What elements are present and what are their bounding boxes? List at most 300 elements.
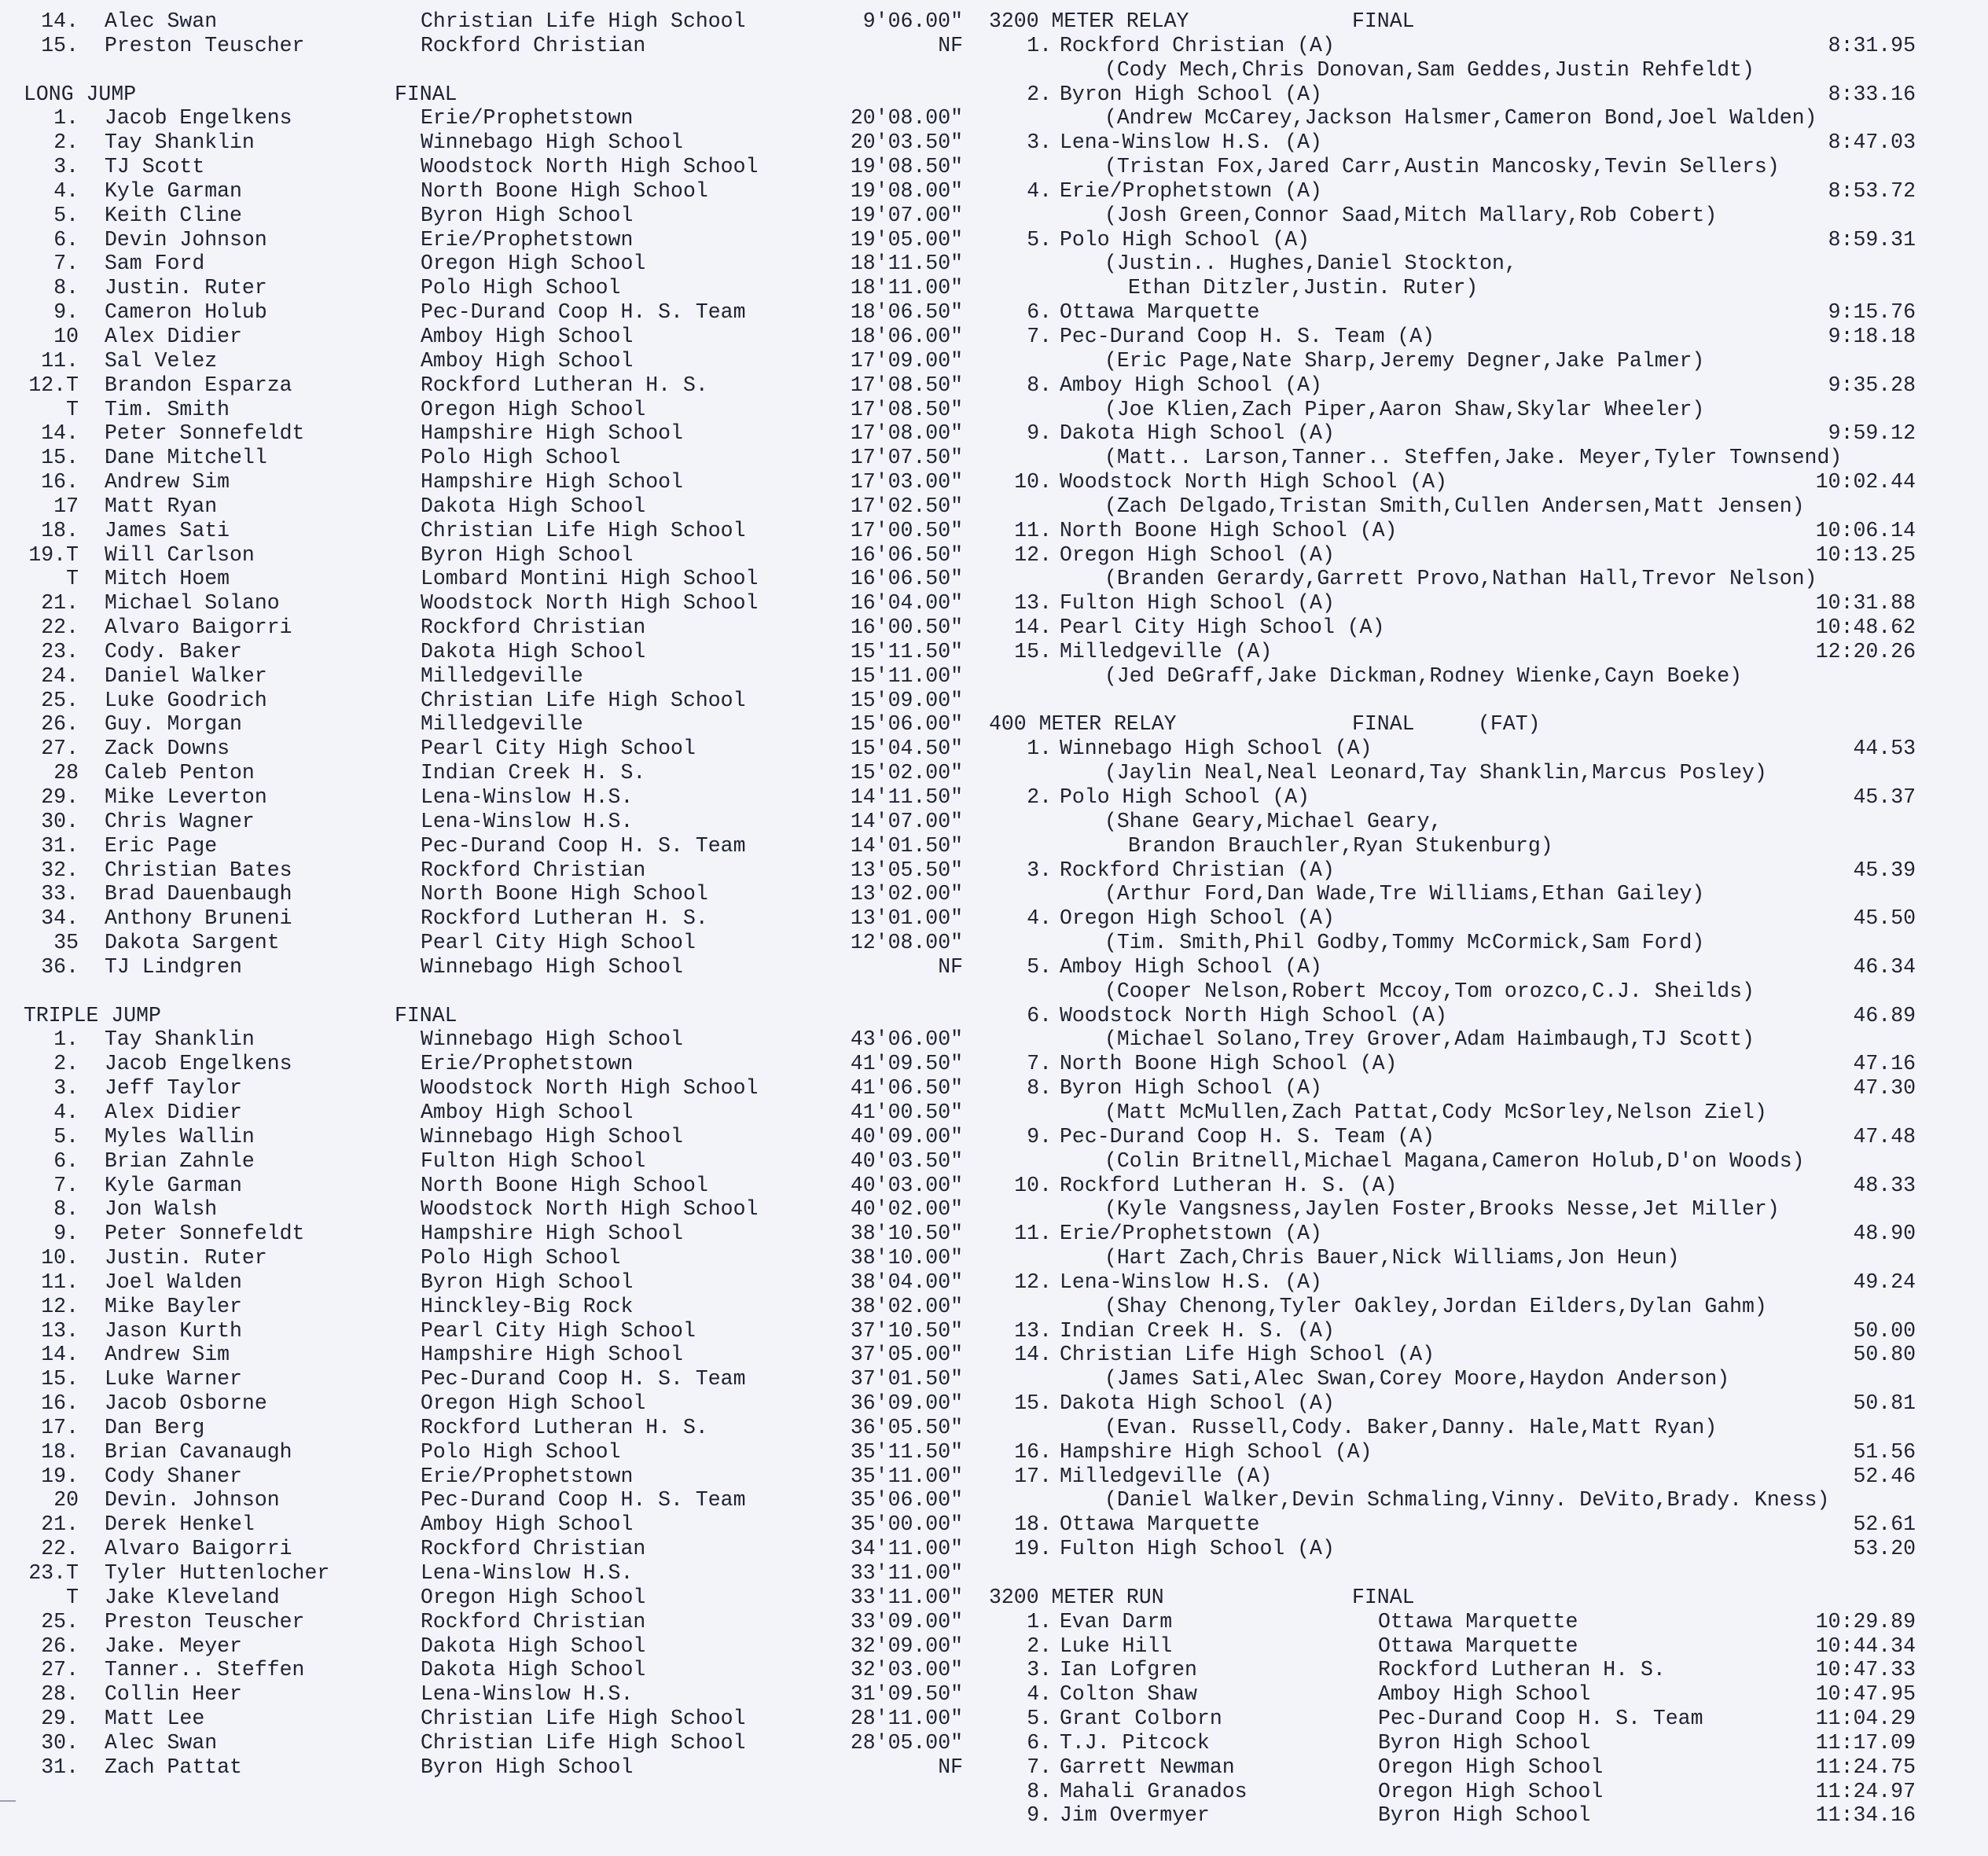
- result-row: [0, 1731, 987, 1755]
- place: 17.: [1014, 1464, 1052, 1488]
- school-name: Christian Life High School: [421, 9, 746, 33]
- place: 18.: [41, 1439, 79, 1464]
- relay-row: [987, 955, 1969, 979]
- time: 10:47.33: [1815, 1658, 1916, 1682]
- school-name: Polo High School: [421, 1246, 621, 1270]
- athlete-name: Dane Mitchell: [105, 446, 267, 470]
- school-name: Amboy High School: [1378, 1682, 1591, 1707]
- result-row: [0, 1682, 987, 1707]
- result-row: [0, 470, 987, 494]
- mark: 41'09.50": [850, 1052, 963, 1076]
- athlete-name: Mahali Granados: [1060, 1779, 1248, 1803]
- mark: 13'02.00": [850, 882, 963, 906]
- school-name: Amboy High School: [421, 324, 634, 348]
- athlete-name: Jacob Engelkens: [105, 1052, 292, 1076]
- mark: 13'01.00": [850, 906, 963, 931]
- school-name: Milledgeville: [421, 663, 583, 688]
- relay-member-list: (Zach Delgado,Tristan Smith,Cullen Andersen,Matt Jensen): [1104, 494, 1805, 518]
- school-name: Christian Life High School: [421, 518, 746, 542]
- result-row: [0, 737, 987, 761]
- mark: 28'05.00": [850, 1730, 963, 1755]
- relay-members: [987, 494, 1969, 519]
- result-row: [0, 1149, 987, 1174]
- relay-row: [987, 1440, 1969, 1465]
- school-name: Rockford Lutheran H. S.: [1378, 1658, 1666, 1682]
- athlete-name: Myles Wallin: [105, 1124, 255, 1149]
- athlete-name: Guy. Morgan: [105, 712, 242, 737]
- mark: 9'06.00": [862, 9, 963, 33]
- time: 10:29.89: [1815, 1609, 1916, 1634]
- result-row: [0, 955, 987, 979]
- relay-row: [987, 858, 1969, 883]
- place: 18.: [1014, 1512, 1052, 1537]
- time: 46.89: [1853, 1003, 1916, 1027]
- mark: 33'11.00": [850, 1561, 963, 1585]
- result-row: [0, 1586, 987, 1610]
- relay-members: [987, 1149, 1969, 1174]
- place: 15.: [41, 33, 79, 57]
- place: 10.: [41, 1246, 79, 1270]
- school-name: Winnebago High School: [421, 1027, 683, 1052]
- place: 8.: [1027, 373, 1052, 397]
- relay-row: [987, 1465, 1969, 1489]
- result-row: [0, 906, 987, 931]
- place: 8.: [53, 1197, 79, 1222]
- athlete-name: Brandon Esparza: [105, 373, 292, 397]
- mark: 19'07.00": [850, 203, 963, 227]
- relay-member-list: (Shane Geary,Michael Geary,: [1104, 809, 1442, 833]
- event-title: 3200 METER RUN: [989, 1585, 1164, 1609]
- place: 9.: [53, 300, 79, 325]
- place: 14.: [1014, 616, 1052, 640]
- school-name: Ottawa Marquette: [1378, 1634, 1578, 1658]
- relay-members: [987, 204, 1969, 228]
- school-name: Ottawa Marquette: [1378, 1609, 1578, 1634]
- school-name: Erie/Prophetstown: [421, 106, 634, 130]
- mark: 17'03.00": [850, 470, 963, 494]
- time: 11:24.97: [1815, 1779, 1916, 1803]
- athlete-name: Brad Dauenbaugh: [105, 882, 292, 906]
- place: 16.: [1014, 1439, 1052, 1464]
- place: 36.: [41, 954, 79, 979]
- team-name: Amboy High School (A): [1060, 954, 1322, 979]
- school-name: Rockford Lutheran H. S.: [421, 373, 708, 397]
- place: 3.: [53, 155, 79, 179]
- result-row: [0, 1197, 987, 1222]
- result-row: [987, 1658, 1969, 1682]
- place: 14.: [41, 421, 79, 446]
- time: 47.48: [1853, 1124, 1916, 1149]
- place: 10.: [1014, 1173, 1052, 1197]
- school-name: Christian Life High School: [421, 688, 746, 712]
- team-name: North Boone High School (A): [1060, 518, 1398, 542]
- school-name: Pearl City High School: [421, 1318, 696, 1343]
- mark: 40'09.00": [850, 1124, 963, 1149]
- result-row: [0, 858, 987, 883]
- result-row: [0, 664, 987, 689]
- result-row: [0, 421, 987, 446]
- school-name: Pearl City High School: [421, 737, 696, 761]
- relay-members: [987, 398, 1969, 422]
- place: 6.: [1027, 300, 1052, 325]
- event-title: TRIPLE JUMP: [24, 1003, 161, 1027]
- mark: 14'11.50": [850, 785, 963, 809]
- event-title: LONG JUMP: [24, 82, 137, 106]
- relay-member-list: (Joe Klien,Zach Piper,Aaron Shaw,Skylar Wheeler): [1104, 397, 1705, 421]
- place: 11.: [41, 1270, 79, 1294]
- result-row: [0, 228, 987, 252]
- relay-members: [987, 931, 1969, 955]
- school-name: Christian Life High School: [421, 1730, 746, 1755]
- relay-members: [987, 761, 1969, 785]
- mark: 17'08.50": [850, 373, 963, 397]
- time: 9:59.12: [1828, 421, 1916, 446]
- relay-row: [987, 421, 1969, 446]
- result-row: [0, 1367, 987, 1391]
- school-name: Dakota High School: [421, 494, 646, 518]
- athlete-name: Derek Henkel: [105, 1512, 255, 1537]
- school-name: Polo High School: [421, 1439, 621, 1464]
- place: 2.: [53, 1052, 79, 1076]
- result-row: [987, 1707, 1969, 1731]
- right-column: [987, 9, 1969, 1828]
- team-name: Hampshire High School (A): [1060, 1439, 1372, 1464]
- time: 46.34: [1853, 954, 1916, 979]
- athlete-name: Matt Lee: [105, 1707, 205, 1731]
- school-name: Rockford Christian: [421, 616, 646, 640]
- mark: NF: [938, 33, 963, 57]
- place: 34.: [41, 906, 79, 931]
- athlete-name: Jacob Osborne: [105, 1391, 267, 1416]
- mark: 17'08.00": [850, 421, 963, 446]
- mark: 17'09.00": [850, 348, 963, 373]
- mark: 14'07.00": [850, 809, 963, 833]
- athlete-name: T.J. Pitcock: [1060, 1730, 1210, 1755]
- place: 30.: [41, 1730, 79, 1755]
- team-name: Lena-Winslow H.S. (A): [1060, 130, 1322, 155]
- place: 21.: [41, 591, 79, 616]
- result-row: [0, 567, 987, 591]
- event-header: [0, 83, 987, 107]
- spacer: [987, 689, 1969, 713]
- school-name: Fulton High School: [421, 1149, 646, 1173]
- school-name: Erie/Prophetstown: [421, 227, 634, 252]
- relay-row: [987, 325, 1969, 349]
- relay-member-list: (Justin.. Hughes,Daniel Stockton,: [1104, 252, 1517, 276]
- school-name: Byron High School: [421, 1270, 634, 1294]
- place: 31.: [41, 833, 79, 858]
- mark: 38'02.00": [850, 1294, 963, 1318]
- athlete-name: Justin. Ruter: [105, 1246, 267, 1270]
- athlete-name: Christian Bates: [105, 858, 292, 882]
- team-name: Pearl City High School (A): [1060, 616, 1385, 640]
- place: 15.: [41, 446, 79, 470]
- place: 23.: [41, 639, 79, 663]
- athlete-name: Anthony Bruneni: [105, 906, 292, 931]
- relay-row: [987, 228, 1969, 252]
- school-name: Hampshire High School: [421, 421, 683, 446]
- place: 9.: [1027, 421, 1052, 446]
- relay-members: [987, 252, 1969, 276]
- mark: 35'11.00": [850, 1464, 963, 1488]
- relay-member-list: (Tim. Smith,Phil Godby,Tommy McCormick,Sam Ford): [1104, 931, 1705, 955]
- result-row: [0, 179, 987, 204]
- team-name: Lena-Winslow H.S. (A): [1060, 1270, 1322, 1294]
- event-header: [987, 1586, 1969, 1610]
- mark: 38'04.00": [850, 1270, 963, 1294]
- place: 27.: [41, 737, 79, 761]
- athlete-name: Zach Pattat: [105, 1755, 242, 1779]
- mark: 36'09.00": [850, 1391, 963, 1416]
- result-row: [0, 1027, 987, 1052]
- school-name: Erie/Prophetstown: [421, 1052, 634, 1076]
- relay-row: [987, 34, 1969, 58]
- relay-members: [987, 979, 1969, 1004]
- athlete-name: Jon Walsh: [105, 1197, 218, 1222]
- team-name: Ottawa Marquette: [1060, 300, 1260, 325]
- place: T: [66, 397, 79, 421]
- result-row: [0, 1222, 987, 1246]
- relay-row: [987, 785, 1969, 810]
- result-row: [0, 1634, 987, 1659]
- team-name: Christian Life High School (A): [1060, 1343, 1435, 1367]
- relay-row: [987, 591, 1969, 616]
- team-name: Pec-Durand Coop H. S. Team (A): [1060, 1124, 1435, 1149]
- place: 2.: [1027, 82, 1052, 106]
- athlete-name: Grant Colborn: [1060, 1707, 1222, 1731]
- relay-members: [987, 810, 1969, 834]
- result-row: [0, 9, 987, 34]
- mark: 37'01.50": [850, 1367, 963, 1391]
- relay-member-list: (Hart Zach,Chris Bauer,Nick Williams,Jon Heun): [1104, 1246, 1680, 1270]
- relay-member-list: (Matt.. Larson,Tanner.. Steffen,Jake. Meyer,Tyler Townsend): [1104, 446, 1843, 470]
- place: 13.: [1014, 591, 1052, 616]
- school-name: Polo High School: [421, 446, 621, 470]
- school-name: North Boone High School: [421, 1173, 708, 1197]
- team-name: Erie/Prophetstown (A): [1060, 1222, 1322, 1246]
- relay-row: [987, 640, 1969, 664]
- team-name: Polo High School (A): [1060, 227, 1310, 252]
- time: 11:17.09: [1815, 1730, 1916, 1755]
- relay-row: [987, 737, 1969, 761]
- athlete-name: James Sati: [105, 518, 230, 542]
- time: 50.81: [1853, 1391, 1916, 1416]
- athlete-name: Chris Wagner: [105, 809, 255, 833]
- time: 48.33: [1853, 1173, 1916, 1197]
- event-title: 400 METER RELAY: [989, 712, 1177, 737]
- mark: 15'04.50": [850, 737, 963, 761]
- time: 47.30: [1853, 1076, 1916, 1101]
- event-header: [987, 9, 1969, 34]
- result-row: [0, 446, 987, 470]
- school-name: Woodstock North High School: [421, 155, 759, 179]
- result-row: [0, 1416, 987, 1440]
- result-row: [0, 494, 987, 519]
- place: 28: [53, 761, 79, 785]
- relay-members: [987, 1246, 1969, 1270]
- athlete-name: Sam Ford: [105, 252, 205, 276]
- place: 25.: [41, 688, 79, 712]
- mark: NF: [938, 1755, 963, 1779]
- place: 24.: [41, 663, 79, 688]
- place: 13.: [1014, 1318, 1052, 1343]
- relay-member-list: (James Sati,Alec Swan,Corey Moore,Haydon Anderson): [1104, 1367, 1730, 1391]
- athlete-name: Dakota Sargent: [105, 931, 280, 955]
- result-row: [987, 1610, 1969, 1634]
- team-name: Rockford Lutheran H. S. (A): [1060, 1173, 1398, 1197]
- relay-member-list: (Eric Page,Nate Sharp,Jeremy Degner,Jake Palmer): [1104, 348, 1705, 373]
- athlete-name: Jim Overmyer: [1060, 1803, 1210, 1828]
- result-row: [0, 106, 987, 130]
- school-name: Byron High School: [421, 542, 634, 567]
- mark: 18'11.50": [850, 252, 963, 276]
- result-row: [0, 761, 987, 785]
- relay-member-list: (Cody Mech,Chris Donovan,Sam Geddes,Justin Rehfeldt): [1104, 57, 1755, 82]
- relay-member-list: (Tristan Fox,Jared Carr,Austin Mancosky,Tevin Sellers): [1104, 155, 1780, 179]
- place: 9.: [53, 1222, 79, 1246]
- relay-member-list: (Kyle Vangsness,Jaylen Foster,Brooks Nesse,Jet Miller): [1104, 1197, 1780, 1222]
- place: 33.: [41, 882, 79, 906]
- school-name: Indian Creek H. S.: [421, 761, 646, 785]
- relay-row: [987, 1391, 1969, 1416]
- relay-row: [987, 373, 1969, 398]
- school-name: Rockford Lutheran H. S.: [421, 1415, 708, 1439]
- mark: 15'09.00": [850, 688, 963, 712]
- mark: 19'05.00": [850, 227, 963, 252]
- team-name: Fulton High School (A): [1060, 591, 1335, 616]
- mark: 33'09.00": [850, 1609, 963, 1634]
- place: 16.: [41, 1391, 79, 1416]
- place: 8.: [1027, 1779, 1052, 1803]
- mark: 33'11.00": [850, 1585, 963, 1609]
- time: 9:15.76: [1828, 300, 1916, 325]
- time: 45.39: [1853, 858, 1916, 882]
- relay-row: [987, 83, 1969, 107]
- place: 12.: [1014, 542, 1052, 567]
- mark: 34'11.00": [850, 1537, 963, 1561]
- result-row: [0, 834, 987, 858]
- result-row: [0, 591, 987, 616]
- mark: 16'04.00": [850, 591, 963, 616]
- place: 27.: [41, 1658, 79, 1682]
- school-name: North Boone High School: [421, 882, 708, 906]
- mark: 17'00.50": [850, 518, 963, 542]
- result-row: [0, 1125, 987, 1149]
- time: 8:47.03: [1828, 130, 1916, 155]
- place: 5.: [1027, 227, 1052, 252]
- mark: 43'06.00": [850, 1027, 963, 1052]
- relay-row: [987, 1004, 1969, 1028]
- athlete-name: Jake. Meyer: [105, 1634, 242, 1658]
- athlete-name: TJ Lindgren: [105, 954, 242, 979]
- relay-member-list: (Jaylin Neal,Neal Leonard,Tay Shanklin,Marcus Posley): [1104, 761, 1767, 785]
- relay-members: [987, 1488, 1969, 1512]
- place: 3.: [1027, 130, 1052, 155]
- place: 15.: [41, 1367, 79, 1391]
- place: 20: [53, 1488, 79, 1512]
- relay-members: [987, 1367, 1969, 1391]
- relay-member-list: (Matt McMullen,Zach Pattat,Cody McSorley,Nelson Ziel): [1104, 1100, 1767, 1124]
- time: 10:02.44: [1815, 470, 1916, 494]
- place: 26.: [41, 712, 79, 737]
- mark: 17'02.50": [850, 494, 963, 518]
- relay-row: [987, 543, 1969, 568]
- school-name: Oregon High School: [421, 1391, 646, 1416]
- school-name: Milledgeville: [421, 712, 583, 737]
- athlete-name: Joel Walden: [105, 1270, 242, 1294]
- relay-member-list: (Michael Solano,Trey Grover,Adam Haimbaugh,TJ Scott): [1104, 1027, 1755, 1052]
- result-row: [0, 1755, 987, 1780]
- athlete-name: Caleb Penton: [105, 761, 255, 785]
- place: 12.T: [28, 373, 79, 397]
- result-row: [0, 34, 987, 58]
- spacer: [987, 1561, 1969, 1586]
- time: 53.20: [1853, 1537, 1916, 1561]
- result-row: [0, 1391, 987, 1416]
- team-name: Polo High School (A): [1060, 785, 1310, 809]
- result-row: [0, 785, 987, 810]
- result-row: [0, 373, 987, 398]
- time: 10:13.25: [1815, 542, 1916, 567]
- relay-member-list: (Jed DeGraff,Jake Dickman,Rodney Wienke,Cayn Boeke): [1104, 663, 1743, 688]
- mark: 38'10.00": [850, 1246, 963, 1270]
- athlete-name: Alex Didier: [105, 324, 242, 348]
- relay-row: [987, 1343, 1969, 1367]
- place: 11.: [1014, 518, 1052, 542]
- athlete-name: Collin Heer: [105, 1682, 242, 1707]
- mark: 14'01.50": [850, 833, 963, 858]
- relay-member-list: (Cooper Nelson,Robert Mccoy,Tom orozco,C.J. Sheilds): [1104, 979, 1755, 1003]
- athlete-name: Jake Kleveland: [105, 1585, 280, 1609]
- result-row: [0, 1101, 987, 1125]
- athlete-name: Cody Shaner: [105, 1464, 242, 1488]
- place: 1.: [1027, 737, 1052, 761]
- place: 28.: [41, 1682, 79, 1707]
- school-name: Woodstock North High School: [421, 1197, 759, 1222]
- athlete-name: Garrett Newman: [1060, 1755, 1235, 1779]
- mark: 32'09.00": [850, 1634, 963, 1658]
- mark: 16'06.50": [850, 542, 963, 567]
- place: 15.: [1014, 1391, 1052, 1416]
- relay-row: [987, 1076, 1969, 1101]
- place: 4.: [53, 1100, 79, 1124]
- athlete-name: Luke Goodrich: [105, 688, 267, 712]
- result-row: [0, 1561, 987, 1586]
- athlete-name: Evan Darm: [1060, 1609, 1173, 1634]
- school-name: Hampshire High School: [421, 1222, 683, 1246]
- place: 10: [53, 324, 79, 348]
- team-name: Woodstock North High School (A): [1060, 1003, 1447, 1027]
- place: 30.: [41, 809, 79, 833]
- place: 17.: [41, 1415, 79, 1439]
- place: 14.: [41, 1343, 79, 1367]
- athlete-name: Keith Cline: [105, 203, 242, 227]
- place: 26.: [41, 1634, 79, 1658]
- result-row: [0, 616, 987, 640]
- school-name: Winnebago High School: [421, 954, 683, 979]
- school-name: Oregon High School: [421, 252, 646, 276]
- relay-members: [987, 882, 1969, 906]
- mark: 12'08.00": [850, 931, 963, 955]
- result-row: [0, 810, 987, 834]
- athlete-name: Dan Berg: [105, 1415, 205, 1439]
- place: 19.: [1014, 1537, 1052, 1561]
- school-name: Woodstock North High School: [421, 1076, 759, 1101]
- time: 49.24: [1853, 1270, 1916, 1294]
- school-name: Pec-Durand Coop H. S. Team: [421, 300, 746, 325]
- athlete-name: Alec Swan: [105, 1730, 218, 1755]
- relay-member-list: (Evan. Russell,Cody. Baker,Danny. Hale,Matt Ryan): [1104, 1415, 1718, 1439]
